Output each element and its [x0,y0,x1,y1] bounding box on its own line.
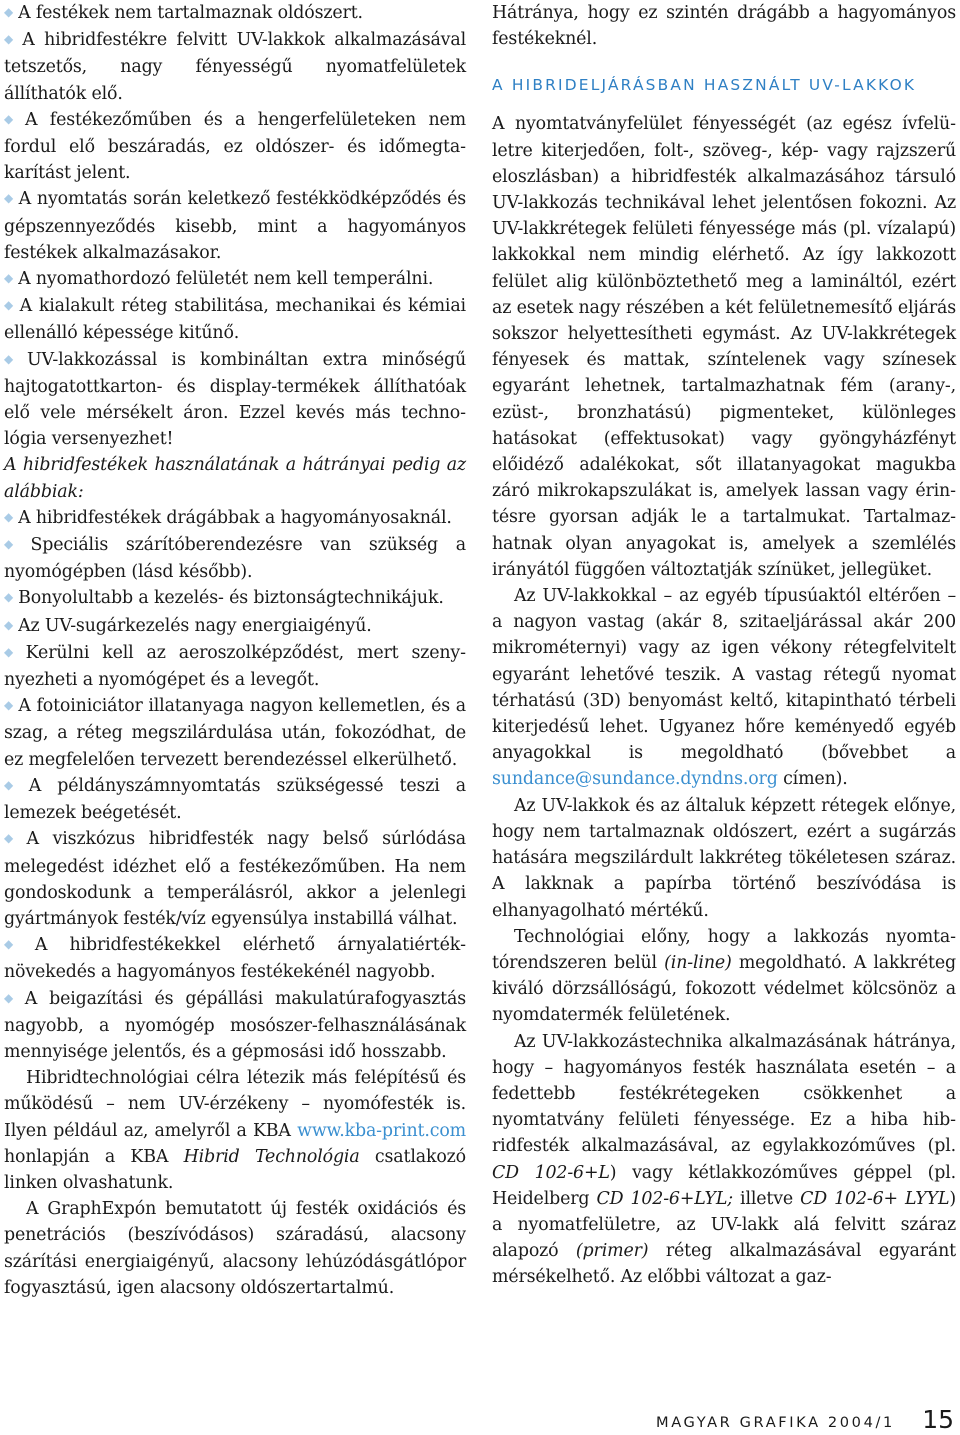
sundance-link[interactable]: sundance@sundance.dyndns.org [492,769,778,790]
text-run: Hibridtechnológiai célra létezik más felépítésű és működésű – nem UV-érzékeny – nyomófesték is. Ilyen például az, amelyről a KBA [4,1068,466,1141]
text-run: CD 102-6+L [492,1162,610,1183]
list-item: ◆ Az UV-sugárkezelés nagy energiaigényű. [4,613,466,640]
list-item: ◆ A fotoiniciátor illatanyaga nagyon kellemetlen, és a szag, a réteg megszilárdulása után, fokozódhat, de ez megfelelően tervezett berendezéssel elkerülhető. [4,693,466,773]
body-paragraph: Az UV-lakkok és az általuk képzett rétegek előnye, hogy nem tartalmaznak oldószert, ezért a sugárzás hatására megszilárdult lakkréteg tökéletesen száraz. A lakknak a papírba történő beszívódása is elhanyagolható mértékű. [492,795,956,921]
list-item: ◆ Kerülni kell az aeroszolképződést, mert szenynyezheti a nyomógépet és a levegőt. [4,640,466,693]
text-run: Hibrid Technológia [183,1146,360,1167]
magazine-issue: MAGYAR GRAFIKA 2004/1 [656,1414,895,1431]
list-item: ◆ A viszkózus hibridfesték nagy belső súrlódása melegedést idézhet elő a festékezőműben. Ha nem gondoskodunk a temperálásról, akkor a jelenlegi gyártmányok festék/víz egyensúlya instabillá válhat. [4,826,466,932]
list-item: ◆ A hibridfestékre felvitt UV-lakkok alkalmazásával tetszetős, nagy fényességű nyomatfelületek állíthatók elő. [4,27,466,107]
list-item: ◆ A nyomathordozó felületét nem kell temperálni. [4,266,466,293]
disadvantages-intro: A hibridfestékek használatának a hátrányai pedig az alábbiak: [4,455,466,502]
list-item: ◆ A hibridfestékek drágábbak a hagyományosaknál. [4,505,466,532]
body-paragraph: A GraphExpón bemutatott új festék oxidációs és penetrációs (beszívódásos) száradású, alacsony szárítási energiaigényű, alacsony lehúzódásgátlópor fogyasztású, igen alacsony oldószertartalmú. [4,1199,466,1298]
page-number: 15 [922,1405,954,1434]
text-run: (primer) [575,1241,649,1262]
text-run: ) vagy kétlakkozóműves géppel (pl. Heidelberg [492,1162,957,1209]
body-paragraph: Hátránya, hogy ez szintén drágább a hagyományos festékeknél. [492,3,956,50]
text-run: csatlakozó linken olvashatunk. [4,1146,466,1193]
page-footer [656,1405,956,1435]
body-paragraph [492,583,956,793]
text-run: megoldható. A lakkréteg kiváló dörzsállóságú, fokozott védelmet kölcsönöz a nyomdatermék felületének. [492,952,956,1026]
section-heading: A HIBRIDELJÁRÁSBAN HASZNÁLT UV-LAKKOK [492,76,917,95]
text-run: CD 102-6+LYL; [596,1188,733,1209]
body-paragraph [492,924,956,1029]
text-run: CD 102-6+ LYYL [800,1188,950,1209]
list-item: ◆ A példányszámnyomtatás szükségessé teszi a lemezek beégetését. [4,773,466,826]
text-run: címen). [777,769,848,790]
text-run: honlapján a KBA [4,1146,184,1167]
right-column [492,0,956,1291]
list-item: ◆ A nyomtatás során keletkező festékködképződés és gépszennyeződés kisebb, mint a hagyományos festékek alkalmazásakor. [4,186,466,266]
text-run: ) a nyomatfelületre, az UV-lakk alá felvitt száraz alapozó [492,1188,956,1262]
text-run: illetve [732,1188,801,1209]
kba-link[interactable]: www.kba-print.com [297,1120,466,1141]
list-item: ◆ A beigazítási és gépállási makulatúrafogyasztás nagyobb, a nyomógép mosószer-felhasználásának mennyisége jelentős, és a gépmosási idő hosszabb. [4,986,466,1066]
list-item: ◆ Bonyolultabb a kezelés- és biztonságtechnikájuk. [4,585,466,612]
text-run: réteg alkalmazásával egyaránt mérsékelhető. Az előbbi változat a gaz- [492,1241,956,1288]
list-item: ◆ A festékek nem tartalmaznak oldószert. [4,0,466,27]
text-run: Technológiai előny, hogy a lakkozás nyomtatórendszeren belül [492,926,956,973]
list-item: ◆ A festékezőműben és a hengerfelületeken nem fordul elő beszáradás, ez oldószer- és időmegtakarítást jelent. [4,107,466,187]
body-paragraph: A nyomtatványfelület fényességét (az egész ívfelületre kiterjedően, folt-, szöveg-, kép- vagy rajzszerű eloszlásban) a hibridfesték alkalmazásához társuló UV-lakkozás technikával lehet jelentősen fokozni. Az UV-lakkrétegek felületi fényessége más (pl. vízalapú) lakkokkal nem mindig elérhető. Az így lakkozott felület alig különböztethető meg a lamináltól, ezért az esetek nagy részében a két felületnemesítő eljárás sokszor helyettesítheti egymást. Az UV-lakkrétegek fényesek és mattak, színtelenek vagy színesek egyaránt lehetnek, tartalmazhatnak fém (arany-, ezüst-, bronzhatású) pigmenteket, különleges hatásokat (effektusokat) vagy gyöngyházfényt előidéző adalékokat, sőt illatanyagokat magukba záró mikrokapszulákat is, amelyek lassan vagy érintésre gyorsan adják le a tartalmukat. Tartalmazhatnak olyan anyagokat is, amelyek a szemlélés irányától függően változtatják színüket, jellegüket. [492,114,956,580]
list-item: ◆ UV-lakkozással is kombináltan extra minőségű hajtogatottkarton- és display-termékek állíthatóak elő vele mérsékelt áron. Ezzel kevés más technológia versenyezhet! [4,347,466,453]
list-item: ◆ A hibridfestékekkel elérhető árnyalatiértéknövekedés a hagyományos festékekénél nagyobb. [4,932,466,985]
list-item: ◆ A kialakult réteg stabilitása, mechanikai és kémiai ellenálló képessége kitűnő. [4,293,466,346]
text-run: Az UV-lakkozástechnika alkalmazásának hátránya, hogy – hagyományos festék használata esetén – a fedettebb festékrétegeken csökkenhet a nyomtatvány felületi fényessége. Ez a hiba hibridfesték alkalmazásával, az egylakkozóműves (pl. [492,1031,956,1157]
left-column [4,0,466,1301]
body-paragraph [4,1065,466,1196]
list-item: ◆ Speciális szárítóberendezésre van szükség a nyomógépben (lásd később). [4,532,466,585]
body-paragraph [492,1029,956,1291]
text-run: (in-line) [664,952,732,973]
text-run: Az UV-lakkokkal – az egyéb típusúaktól eltérően – a nagyon vastag (akár 8, szitaeljárással akár 200 mikrométernyi) vagy az igen vékony rétegfelvitelt egyaránt lehetővé teszik. A vastag rétegű nyomat térhatású (3D) benyomást keltő, kitapintható térbeli kiterjedésű lehet. Ugyanez hőre keményedő egyéb anyagokkal is megoldható (bővebbet a [492,586,956,764]
